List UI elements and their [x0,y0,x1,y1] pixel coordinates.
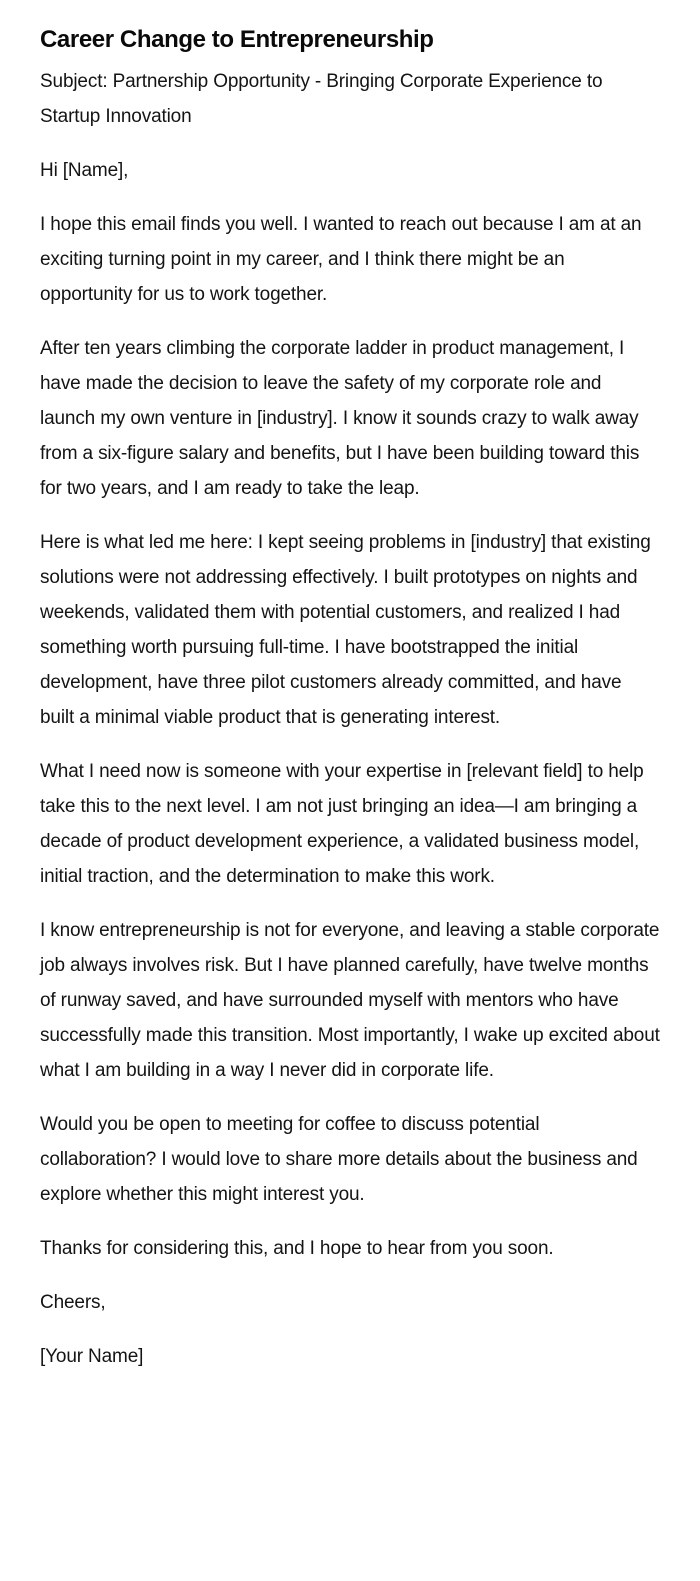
body-paragraph-background: After ten years climbing the corporate ladder in product management, I have made the decision to leave the safety of my corporate role and launch my own venture in [industry]. I know it sounds crazy to walk away from a six-figure salary and benefits, but I have been building toward this for two years, and I am ready to take the leap. [40,338,640,499]
body-paragraph-intro: I hope this email finds you well. I wanted to reach out because I am at an exciting turning point in my career, and I think there might be an opportunity for us to work together. [40,214,642,305]
body-paragraph-risk: I know entrepreneurship is not for everyone, and leaving a stable corporate job always involves risk. But I have planned carefully, have twelve months of runway saved, and have surrounded myself with mentors who have successfully made this transition. Most importantly, I wake up excited about what I am building in a way I never did in corporate life. [40,920,660,1081]
body-paragraph-ask: What I need now is someone with your expertise in [relevant field] to help take this to the next level. I am not just bringing an idea—I am bringing a decade of product development experience, a validated business model, initial traction, and the determination to make this work. [40,761,644,887]
body-paragraph-call-to-action: Would you be open to meeting for coffee to discuss potential collaboration? I would love to share more details about the business and explore whether this might interest you. [40,1114,638,1205]
email-closing: Cheers, [40,1292,106,1313]
email-signature: [Your Name] [40,1346,144,1367]
body-paragraph-thanks: Thanks for considering this, and I hope to hear from you soon. [40,1238,554,1259]
document-title: Career Change to Entrepreneurship [40,26,434,53]
email-greeting: Hi [Name], [40,160,129,181]
body-paragraph-motivation: Here is what led me here: I kept seeing problems in [industry] that existing solutions were not addressing effectively. I built prototypes on nights and weekends, validated them with potential customers, and realized I had something worth pursuing full-time. I have bootstrapped the initial development, have three pilot customers already committed, and have built a minimal viable product that is generating interest. [40,532,651,728]
email-subject-line: Subject: Partnership Opportunity - Bringing Corporate Experience to Startup Innovation [40,71,603,127]
